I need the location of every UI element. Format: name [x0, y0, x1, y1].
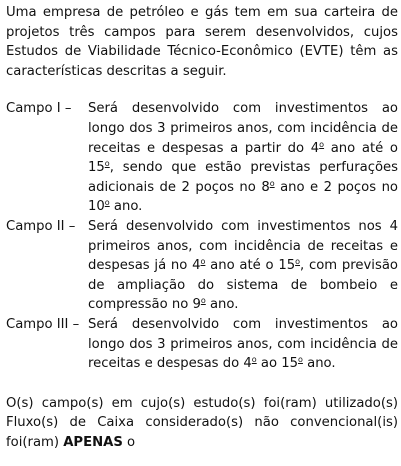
campo-2 — [6, 217, 398, 315]
campo-2-description: Será desenvolvido com investimentos nos 4 primeiros anos, com incidência de receitas e despesas já no 4$^o$ ano até o 15$^o$, com previsão de ampliação do sistema de bombeio e compressão no 9$^o$ ano. — [88, 218, 398, 313]
question-page — [6, 3, 398, 466]
question-prompt: O(s) campo(s) em cujo(s) estudo(s) foi(ram) utilizado(s) Fluxo(s) de Caixa considerado(s) não convencional(is) foi(ram) APENAS o — [6, 395, 398, 450]
campo-1-description: Será desenvolvido com investimentos ao longo dos 3 primeiros anos, com incidência de receitas e despesas a partir do 4$^o$ ano até o 15$^o$, sendo que estão previstas perfurações adicionais de 2 poços no 8$^o$ ano e 2 poços no 10$^o$ ano. — [88, 101, 399, 215]
campos-list — [6, 99, 398, 373]
campo-2-label: Campo II – — [6, 218, 76, 234]
campo-3-description: Será desenvolvido com investimentos ao longo dos 3 primeiros anos, com incidência de receitas e despesas do 4$^o$ ao 15$^o$ ano. — [88, 316, 398, 372]
campo-1 — [6, 99, 398, 217]
campo-3 — [6, 315, 398, 374]
campo-3-label: Campo III – — [6, 316, 80, 332]
campo-1-label: Campo I – — [6, 101, 72, 117]
intro-paragraph: Uma empresa de petróleo e gás tem em sua carteira de projetos três campos para serem desenvolvidos, cujos Estudos de Viabilidade Técnico-Econômico (EVTE) têm as características descritas a seguir. — [6, 5, 398, 79]
question-emphasis: APENAS — [63, 434, 123, 450]
